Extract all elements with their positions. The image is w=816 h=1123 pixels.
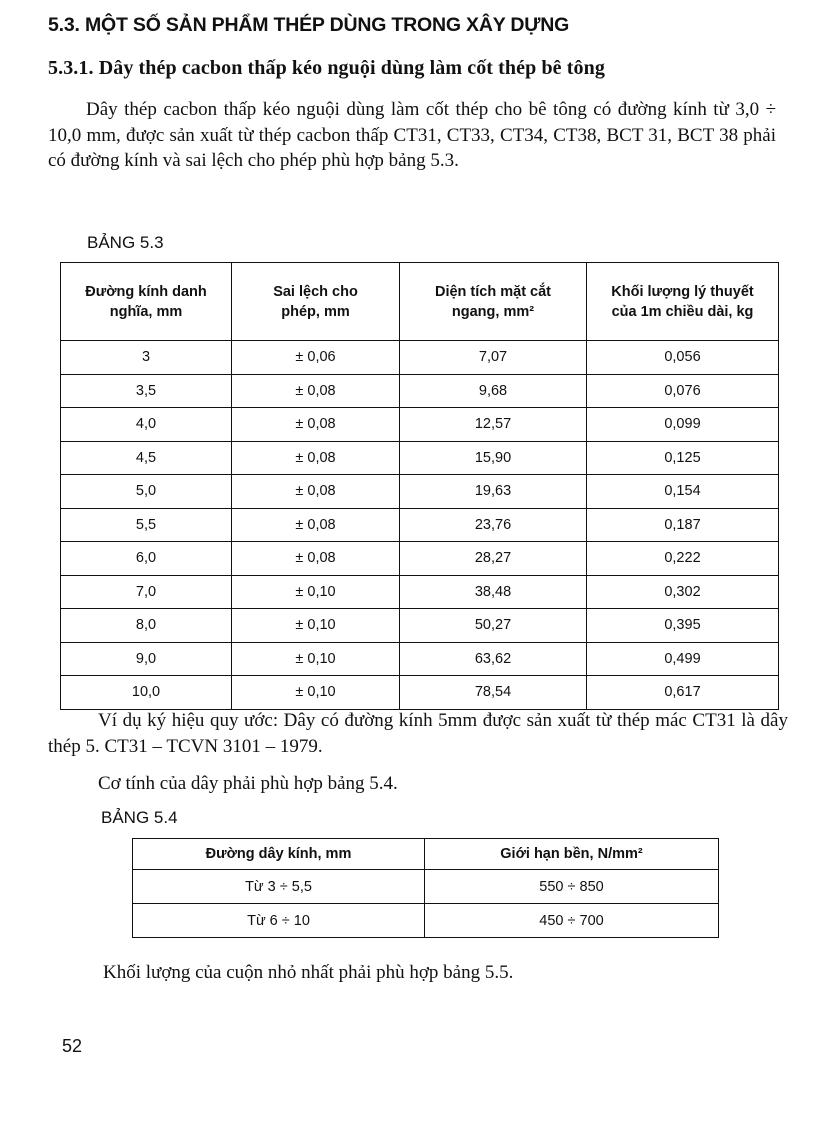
table-row [61,542,779,576]
table-cell: 0,099 [587,408,779,442]
table-cell: 38,48 [400,575,587,609]
table-header-row [61,263,779,341]
table-cell: 15,90 [400,441,587,475]
example-paragraph: Ví dụ ký hiệu quy ước: Dây có đường kính 5mm được sản xuất từ thép mác CT31 là dây thép 5. CT31 – TCVN 3101 – 1979. [48,710,788,757]
table-cell: 550 ÷ 850 [425,870,719,904]
table-cell: 50,27 [400,609,587,643]
mechanical-paragraph: Cơ tính của dây phải phù hợp bảng 5.4. [98,773,398,794]
table-cell: 10,0 [61,676,232,710]
table-header-row [133,839,719,870]
table-row [61,642,779,676]
table-cell: 23,76 [400,508,587,542]
table-cell: 9,68 [400,374,587,408]
table-cell: 0,076 [587,374,779,408]
page-number: 52 [62,1036,83,1056]
table-row [61,341,779,375]
table-cell: 0,056 [587,341,779,375]
mass-paragraph: Khối lượng của cuộn nhỏ nhất phải phù hợp bảng 5.5. [103,962,514,983]
header-strength: Giới hạn bền, N/mm² [425,839,719,870]
table-cell: 8,0 [61,609,232,643]
table-5-4-label: BẢNG 5.4 [101,808,178,827]
table-cell: 0,154 [587,475,779,509]
table-cell: 7,07 [400,341,587,375]
table-row [61,408,779,442]
table-cell: 5,5 [61,508,232,542]
table-5-4 [132,838,719,938]
table-row [133,904,719,938]
intro-paragraph: Dây thép cacbon thấp kéo nguội dùng làm cốt thép cho bê tông có đường kính từ 3,0 ÷ 10,0 mm, được sản xuất từ thép cacbon thấp CT31, CT33, CT34, CT38, BCT 31, BCT 38 phải có đường kính và sai lệch cho phép phù hợp bảng 5.3. [48,99,776,171]
table-cell: 0,187 [587,508,779,542]
table-row [61,609,779,643]
table-cell: ± 0,06 [232,341,400,375]
table-cell: Từ 6 ÷ 10 [133,904,425,938]
table-cell: ± 0,10 [232,609,400,643]
table-cell: 0,395 [587,609,779,643]
table-cell: ± 0,10 [232,642,400,676]
table-cell: 63,62 [400,642,587,676]
table-cell: Từ 3 ÷ 5,5 [133,870,425,904]
table-cell: 0,222 [587,542,779,576]
table-cell: 0,302 [587,575,779,609]
table-cell: ± 0,10 [232,575,400,609]
table-cell: 5,0 [61,475,232,509]
header-tolerance: Sai lệch cho phép, mm [232,263,400,341]
table-cell: ± 0,08 [232,508,400,542]
table-row [61,441,779,475]
table-row [61,676,779,710]
section-title: 5.3. MỘT SỐ SẢN PHẨM THÉP DÙNG TRONG XÂY DỰNG [48,14,570,36]
table-row [61,508,779,542]
header-diameter: Đường kính danh nghĩa, mm [61,263,232,341]
header-mass: Khối lượng lý thuyết của 1m chiều dài, kg [587,263,779,341]
table-cell: 28,27 [400,542,587,576]
table-cell: 4,5 [61,441,232,475]
table-cell: 0,125 [587,441,779,475]
table-cell: 9,0 [61,642,232,676]
table-5-3 [60,262,779,710]
table-row [61,374,779,408]
table-cell: 0,617 [587,676,779,710]
table-cell: 450 ÷ 700 [425,904,719,938]
table-cell: ± 0,08 [232,475,400,509]
table-row [61,575,779,609]
table-cell: 0,499 [587,642,779,676]
header-area: Diện tích mặt cắt ngang, mm² [400,263,587,341]
table-row [133,870,719,904]
table-cell: 78,54 [400,676,587,710]
header-wire-diameter: Đường dây kính, mm [133,839,425,870]
table-5-3-label: BẢNG 5.3 [87,233,164,252]
table-cell: ± 0,10 [232,676,400,710]
table-cell: 12,57 [400,408,587,442]
table-cell: ± 0,08 [232,542,400,576]
table-cell: ± 0,08 [232,441,400,475]
table-cell: 3 [61,341,232,375]
table-row [61,475,779,509]
table-cell: 4,0 [61,408,232,442]
table-cell: ± 0,08 [232,408,400,442]
table-cell: 3,5 [61,374,232,408]
table-cell: 7,0 [61,575,232,609]
subsection-title: 5.3.1. Dây thép cacbon thấp kéo nguội dùng làm cốt thép bê tông [48,57,605,79]
table-cell: 19,63 [400,475,587,509]
table-cell: ± 0,08 [232,374,400,408]
table-cell: 6,0 [61,542,232,576]
